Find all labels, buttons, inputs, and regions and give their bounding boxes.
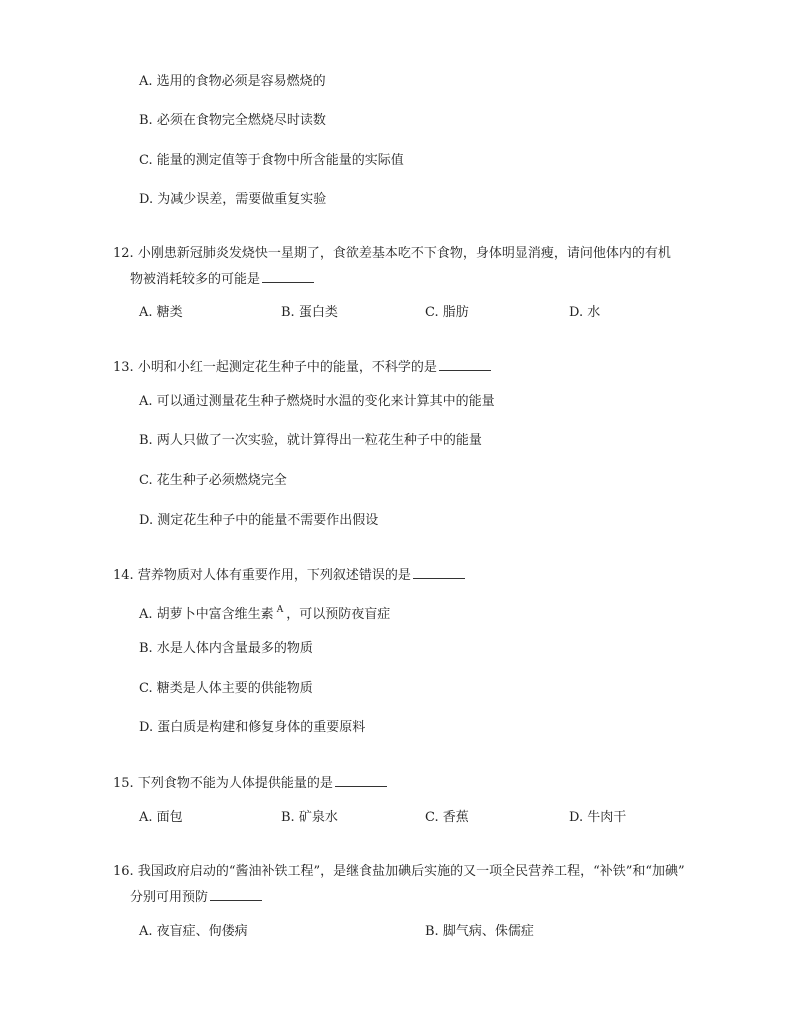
q15-option-d: D. 牛肉干 (569, 810, 627, 825)
q14-option-c: C. 糖类是人体主要的供能物质 (139, 681, 313, 696)
q12-stem-line1: 12. 小刚患新冠肺炎发烧快一星期了，食欲差基本吃不下食物，身体明显消瘦，请问他体内的有机 (113, 246, 671, 261)
q12-option-d: D. 水 (569, 305, 601, 320)
q12-option-b: B. 蛋白类 (281, 305, 338, 320)
q11-option-b: B. 必须在食物完全燃烧尽时读数 (139, 113, 326, 128)
q11-option-a: A. 选用的食物必须是容易燃烧的 (139, 74, 326, 89)
q16-stem-line1: 16. 我国政府启动的“酱油补铁工程”，是继食盐加碘后实施的又一项全民营养工程，“补铁”和“加碘” (113, 864, 685, 879)
q15-option-a: A. 面包 (139, 810, 183, 825)
q12-stem-line2: 物被消耗较多的可能是 (130, 270, 314, 289)
q11-option-d: D. 为减少误差，需要做重复实验 (139, 192, 327, 207)
q15-option-c: C. 香蕉 (425, 810, 469, 825)
q12-option-c: C. 脂肪 (425, 305, 469, 320)
q13-option-c: C. 花生种子必须燃烧完全 (139, 473, 287, 488)
q14-stem: 14. 营养物质对人体有重要作用，下列叙述错误的是 (113, 566, 465, 585)
q16-stem-line2: 分别可用预防 (130, 888, 262, 907)
answer-blank[interactable] (262, 270, 314, 283)
q12-option-a: A. 糖类 (139, 305, 183, 320)
q14-option-b: B. 水是人体内含量最多的物质 (139, 641, 313, 656)
answer-blank[interactable] (413, 566, 465, 579)
q16-option-a: A. 夜盲症、佝偻病 (139, 924, 248, 939)
q15-option-b: B. 矿泉水 (281, 810, 338, 825)
answer-blank[interactable] (335, 774, 387, 787)
q14-option-d: D. 蛋白质是构建和修复身体的重要原料 (139, 720, 366, 735)
answer-blank[interactable] (210, 888, 262, 901)
q14-option-a: A. 胡萝卜中富含维生素 $^A$ ，可以预防夜盲症 (139, 605, 391, 622)
q13-option-d: D. 测定花生种子中的能量不需要作出假设 (139, 513, 379, 528)
q15-stem: 15. 下列食物不能为人体提供能量的是 (113, 774, 387, 793)
answer-blank[interactable] (439, 358, 491, 371)
q11-option-c: C. 能量的测定值等于食物中所含能量的实际值 (139, 153, 404, 168)
q13-option-b: B. 两人只做了一次实验，就计算得出一粒花生种子中的能量 (139, 433, 482, 448)
q13-stem: 13. 小明和小红一起测定花生种子中的能量，不科学的是 (113, 358, 491, 377)
q13-option-a: A. 可以通过测量花生种子燃烧时水温的变化来计算其中的能量 (139, 394, 495, 409)
q16-option-b: B. 脚气病、侏儒症 (425, 924, 534, 939)
